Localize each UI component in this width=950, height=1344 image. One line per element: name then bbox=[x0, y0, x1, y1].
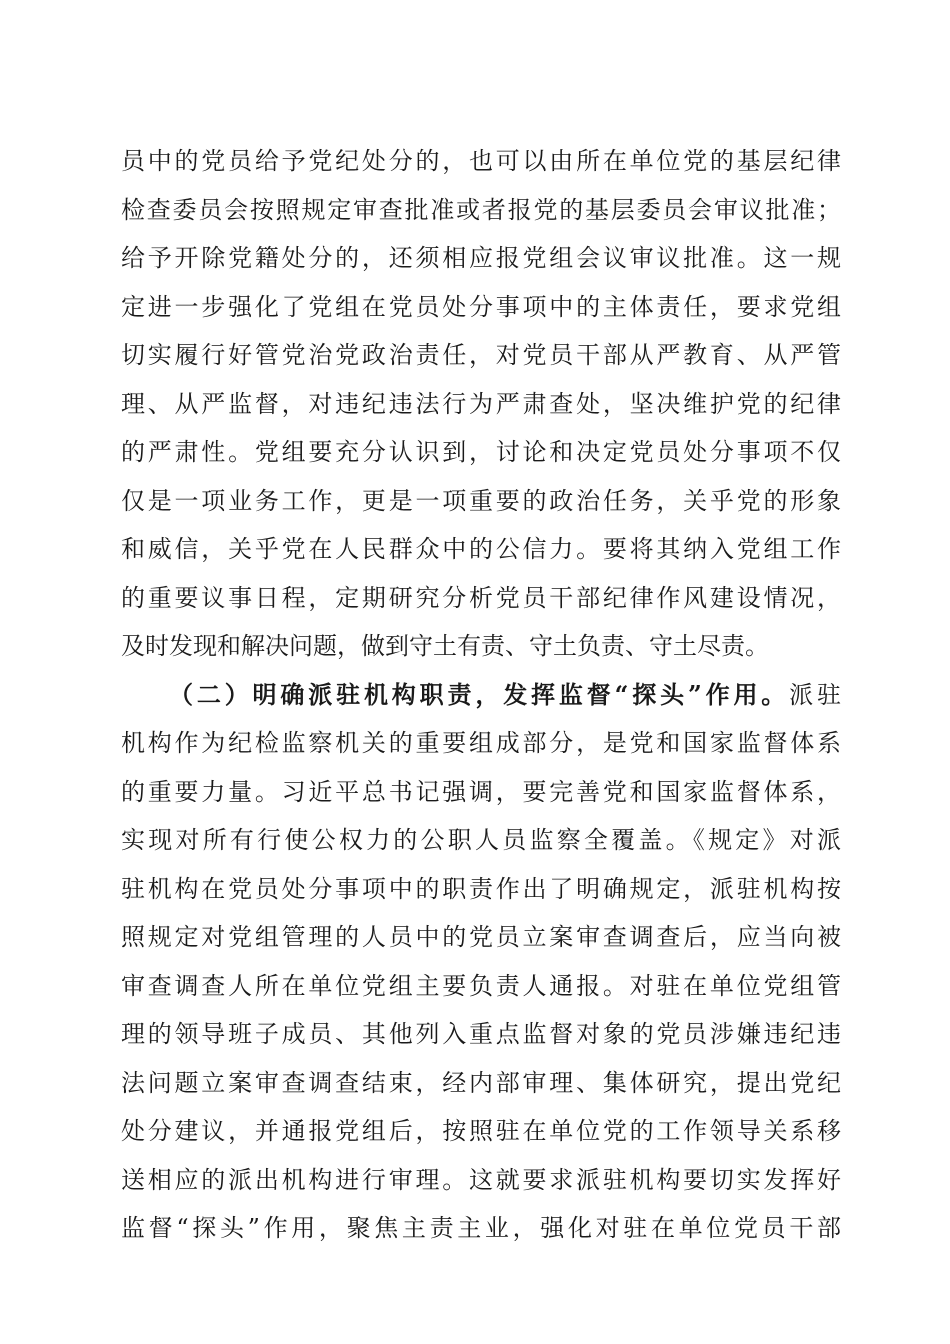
paragraph-2-line-3: 的重要力量。习近平总书记强调，要完善党和国家监督体系， bbox=[121, 777, 841, 806]
paragraph-1-line-3: 给予开除党籍处分的，还须相应报党组会议审议批准。这一规 bbox=[121, 244, 841, 272]
paragraph-2-line-12: 监督“探头”作用，聚焦主责主业，强化对驻在单位党员干部 bbox=[121, 1214, 841, 1242]
section-heading: （二）明确派驻机构职责，发挥监督“探头”作用。 bbox=[169, 679, 790, 709]
paragraph-1-line-9: 和威信，关乎党在人民群众中的公信力。要将其纳入党组工作 bbox=[121, 535, 841, 563]
paragraph-2-line-8: 理的领导班子成员、其他列入重点监督对象的党员涉嫌违纪违 bbox=[121, 1020, 841, 1048]
paragraph-1-line-2: 检查委员会按照规定审查批准或者报党的基层委员会审议批准； bbox=[121, 195, 841, 224]
paragraph-1-line-8: 仅是一项业务工作，更是一项重要的政治任务，关乎党的形象 bbox=[121, 486, 841, 515]
paragraph-1-line-7: 的严肃性。党组要充分认识到，讨论和决定党员处分事项不仅 bbox=[121, 438, 841, 466]
paragraph-1-line-10: 的重要议事日程，定期研究分析党员干部纪律作风建设情况， bbox=[121, 583, 841, 612]
paragraph-2-line-6: 照规定对党组管理的人员中的党员立案审查调查后，应当向被 bbox=[121, 923, 841, 951]
paragraph-1-line-5: 切实履行好管党治党政治责任，对党员干部从严教育、从严管 bbox=[121, 341, 841, 369]
document-body bbox=[121, 137, 841, 1253]
paragraph-2-line-7: 审查调查人所在单位党组主要负责人通报。对驻在单位党组管 bbox=[121, 971, 841, 1000]
paragraph-2-first-line-rest: 派驻 bbox=[789, 680, 842, 709]
paragraph-1-line-6: 理、从严监督，对违纪违法行为严肃查处，坚决维护党的纪律 bbox=[121, 389, 841, 418]
paragraph-2-line-10: 处分建议，并通报党组后，按照驻在单位党的工作领导关系移 bbox=[121, 1117, 841, 1145]
paragraph-1-line-4: 定进一步强化了党组在党员处分事项中的主体责任，要求党组 bbox=[121, 292, 841, 321]
paragraph-2-line-5: 驻机构在党员处分事项中的职责作出了明确规定，派驻机构按 bbox=[121, 874, 841, 903]
paragraph-2-line-4: 实现对所有行使公权力的公职人员监察全覆盖。《规定》对派 bbox=[121, 826, 841, 854]
paragraph-2-line-11: 送相应的派出机构进行审理。这就要求派驻机构要切实发挥好 bbox=[121, 1165, 841, 1194]
paragraph-1-line-11: 及时发现和解决问题，做到守土有责、守土负责、守土尽责。 bbox=[121, 632, 769, 660]
paragraph-1-line-1: 员中的党员给予党纪处分的，也可以由所在单位党的基层纪律 bbox=[121, 147, 841, 175]
paragraph-2-line-9: 法问题立案审查调查结束，经内部审理、集体研究，提出党纪 bbox=[121, 1068, 841, 1097]
paragraph-2-line-2: 机构作为纪检监察机关的重要组成部分，是党和国家监督体系 bbox=[121, 729, 841, 757]
paragraph-2-first-line bbox=[121, 671, 841, 720]
